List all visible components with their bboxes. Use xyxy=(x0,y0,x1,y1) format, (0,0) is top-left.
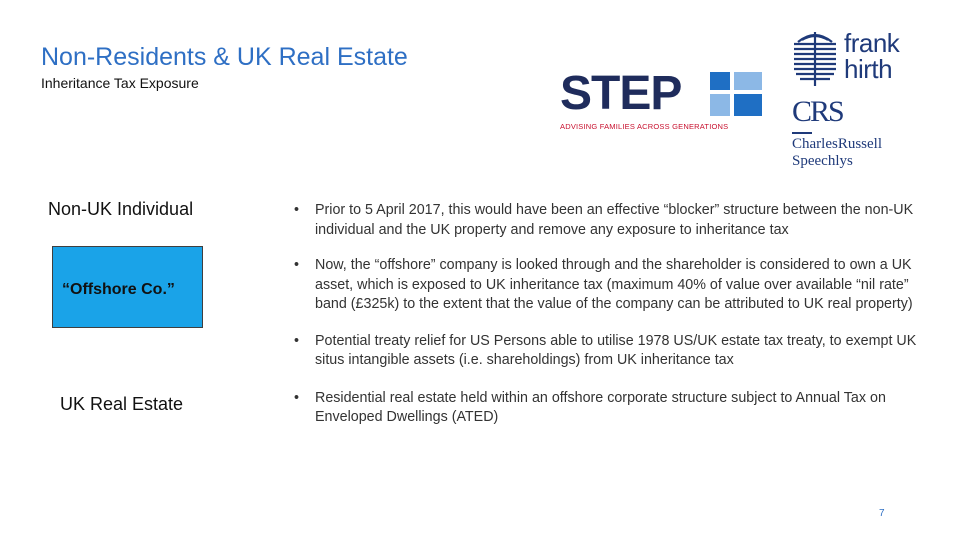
crs-monogram: CRS xyxy=(792,95,843,128)
offshore-company-label: “Offshore Co.” xyxy=(62,281,175,298)
page-number: 7 xyxy=(879,508,885,519)
uk-real-estate-label: UK Real Estate xyxy=(60,394,184,414)
frank-hirth-emblem-icon xyxy=(792,30,838,88)
non-uk-individual-label: Non-UK Individual xyxy=(48,199,194,219)
step-logo-word: STEP xyxy=(560,67,682,120)
slide-subtitle: Inheritance Tax Exposure xyxy=(41,75,199,91)
bullet-text: Prior to 5 April 2017, this would have been an effective “blocker” structure between the non-UK individual and the UK property and remove any exposure to inheritance tax xyxy=(315,202,914,238)
crs-divider xyxy=(792,132,812,134)
bullet-text: Residential real estate held within an offshore corporate structure subject to Annual Tax on Enveloped Dwellings (ATED) xyxy=(315,389,886,425)
bullet-item xyxy=(294,332,920,371)
bullet-text: Potential treaty relief for US Persons able to utilise 1978 US/UK estate tax treaty, to exempt UK situs intangible assets (i.e. shareholdings) from UK inheritance tax xyxy=(315,332,917,368)
crs-line1: CharlesRussell xyxy=(792,136,882,152)
charles-russell-speechlys-logo xyxy=(792,96,932,174)
slide-title: Non-Residents & UK Real Estate xyxy=(41,43,408,71)
bullet-dot: • xyxy=(294,257,300,273)
bullet-dot: • xyxy=(294,202,300,218)
step-logo xyxy=(558,68,768,134)
frank-hirth-line1: frank xyxy=(844,28,900,58)
bullet-text: Now, the “offshore” company is looked through and the shareholder is considered to own a UK asset, which is exposed to UK inheritance tax (maximum 40% of value over available “nil rate” band (£325k) to the extent that the value of the company can be attributed to UK real property) xyxy=(315,257,913,312)
bullet-dot: • xyxy=(294,332,300,349)
step-logo-tagline: ADVISING FAMILIES ACROSS GENERATIONS xyxy=(560,122,729,131)
frank-hirth-logo xyxy=(792,28,922,92)
bullet-list xyxy=(294,201,920,428)
frank-hirth-wordmark xyxy=(844,30,899,82)
crs-line2: Speechlys xyxy=(792,153,853,169)
bullet-item xyxy=(294,201,920,240)
step-cross-icon xyxy=(710,72,762,116)
bullet-item xyxy=(294,256,920,315)
bullet-item xyxy=(294,389,920,428)
frank-hirth-line2: hirth xyxy=(844,54,893,84)
bullet-dot: • xyxy=(294,389,300,406)
